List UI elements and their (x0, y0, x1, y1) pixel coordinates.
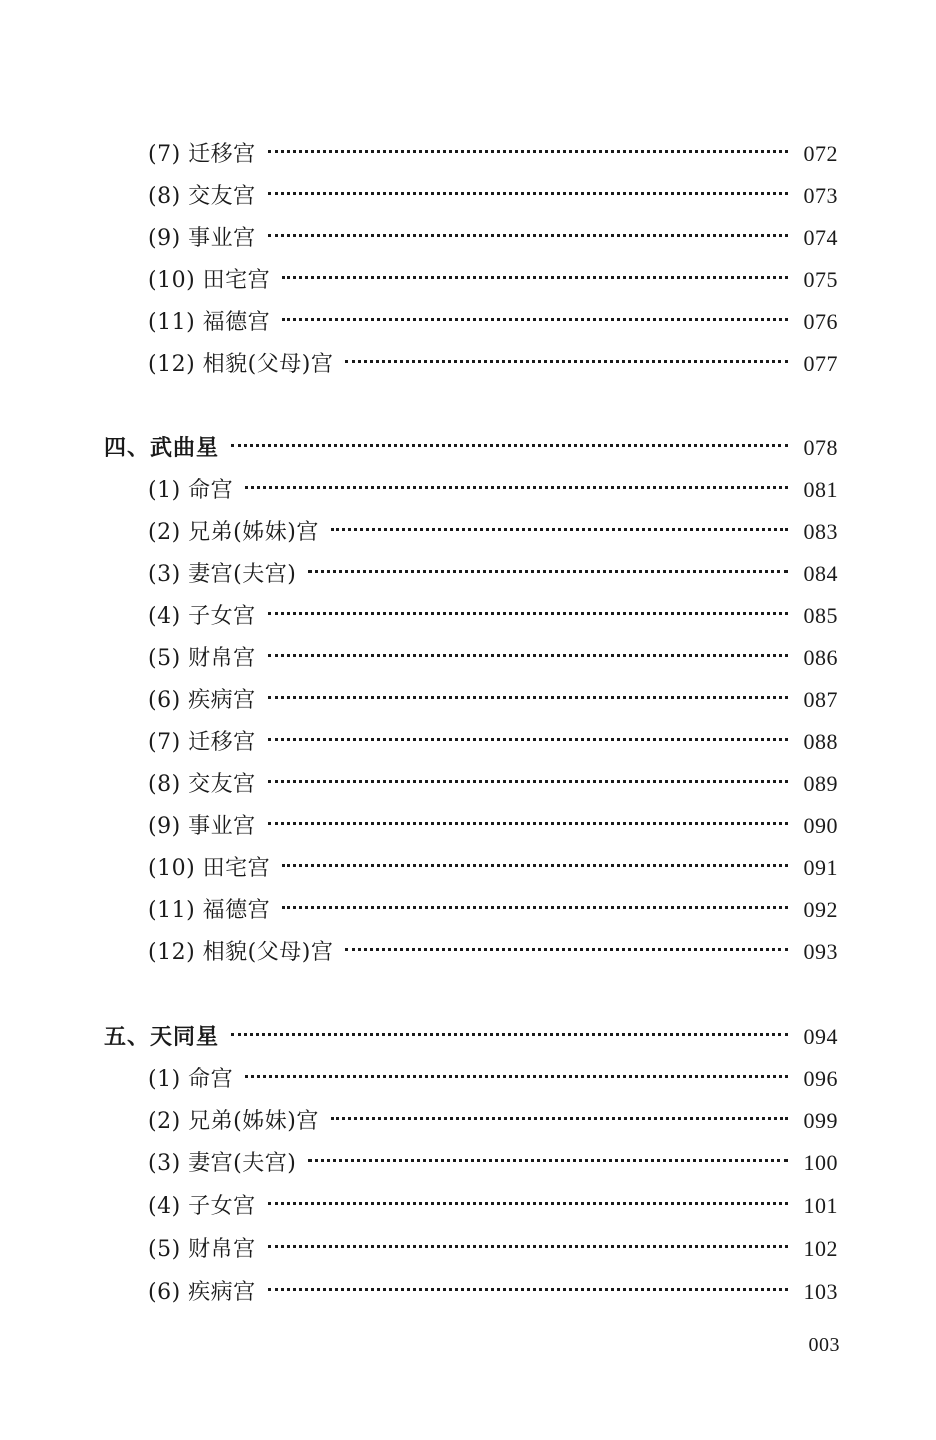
toc-entry (148, 764, 838, 804)
toc-entry-page: 075 (803, 267, 838, 292)
toc-section-page: 078 (803, 435, 838, 460)
toc-entry-page: 089 (803, 771, 838, 796)
toc-entry-page: 102 (803, 1236, 838, 1261)
dot-leader (268, 150, 788, 153)
toc-entry-page: 088 (803, 729, 838, 754)
toc-entry-label: (11) 福德宫 (148, 310, 271, 335)
dot-leader (268, 1245, 788, 1248)
toc-entry-label: (2) 兄弟(姊妹)宫 (148, 520, 319, 545)
dot-leader (345, 948, 788, 951)
page-number: 003 (808, 1334, 840, 1356)
toc-entry (148, 890, 838, 930)
toc-entry (148, 848, 838, 888)
toc-entry (148, 1101, 838, 1141)
toc-entry (148, 722, 838, 762)
toc-entry-page: 081 (803, 477, 838, 502)
toc-entry-page: 096 (803, 1066, 838, 1091)
toc-entry-page: 084 (803, 561, 838, 586)
toc-entry-page: 099 (803, 1108, 838, 1133)
toc-entry-label: (2) 兄弟(姊妹)宫 (148, 1109, 319, 1134)
toc-entry-page: 077 (803, 351, 838, 376)
toc-entry-label: (5) 财帛宫 (148, 1237, 256, 1262)
dot-leader (268, 612, 788, 615)
dot-leader (282, 906, 788, 909)
toc-entry-label: (10) 田宅宫 (148, 268, 271, 293)
dot-leader (308, 1159, 788, 1162)
toc-entry-label: (9) 事业宫 (148, 226, 256, 251)
dot-leader (282, 276, 788, 279)
toc-entry-label: (3) 妻宫(夫宫) (148, 562, 297, 587)
toc-entry-page: 074 (803, 225, 838, 250)
dot-leader (268, 234, 788, 237)
toc-entry (148, 680, 838, 720)
toc-entry-page: 076 (803, 309, 838, 334)
toc-entry-label: (8) 交友宫 (148, 184, 256, 209)
toc-entry-label: (3) 妻宫(夫宫) (148, 1151, 297, 1176)
toc-entry-page: 093 (803, 939, 838, 964)
toc-entry-label: (10) 田宅宫 (148, 856, 271, 881)
dot-leader (282, 864, 788, 867)
dot-leader (268, 654, 788, 657)
dot-leader (245, 1075, 788, 1078)
toc-entry-label: (6) 疾病宫 (148, 688, 256, 713)
toc-entry-page: 101 (803, 1193, 838, 1218)
toc-entry (148, 932, 838, 972)
toc-entry-page: 073 (803, 183, 838, 208)
dot-leader (331, 1117, 788, 1120)
toc-entry (148, 1272, 838, 1312)
toc-entry-label: (7) 迁移宫 (148, 730, 256, 755)
toc-entry (148, 344, 838, 384)
toc-entry-label: (1) 命宫 (148, 478, 234, 503)
toc-entry-label: (4) 子女宫 (148, 604, 256, 629)
dot-leader (268, 192, 788, 195)
toc-entry (148, 260, 838, 300)
toc-section-page: 094 (803, 1024, 838, 1049)
dot-leader (268, 780, 788, 783)
toc-entry-label: (9) 事业宫 (148, 814, 256, 839)
toc-section-heading (104, 428, 838, 468)
toc-entry-page: 086 (803, 645, 838, 670)
toc-entry-label: (12) 相貌(父母)宫 (148, 352, 334, 377)
toc-entry-label: (4) 子女宫 (148, 1194, 256, 1219)
dot-leader (308, 570, 788, 573)
toc-entry (148, 596, 838, 636)
dot-leader (231, 444, 788, 447)
toc-entry (148, 638, 838, 678)
dot-leader (268, 696, 788, 699)
toc-entry (148, 218, 838, 258)
toc-section-heading (104, 1017, 838, 1057)
toc-entry-page: 072 (803, 141, 838, 166)
toc-section-label: 四、武曲星 (104, 436, 220, 461)
toc-entry (148, 806, 838, 846)
toc-entry-page: 087 (803, 687, 838, 712)
dot-leader (268, 822, 788, 825)
toc-entry-page: 083 (803, 519, 838, 544)
dot-leader (231, 1033, 788, 1036)
dot-leader (268, 1288, 788, 1291)
toc-entry (148, 302, 838, 342)
toc-entry (148, 1186, 838, 1226)
dot-leader (268, 1202, 788, 1205)
dot-leader (282, 318, 788, 321)
toc-entry (148, 1229, 838, 1269)
dot-leader (268, 738, 788, 741)
toc-entry (148, 554, 838, 594)
toc-entry-page: 103 (803, 1279, 838, 1304)
toc-entry (148, 176, 838, 216)
toc-entry-page: 085 (803, 603, 838, 628)
toc-entry (148, 134, 838, 174)
dot-leader (331, 528, 788, 531)
dot-leader (345, 360, 788, 363)
toc-entry (148, 1143, 838, 1183)
toc-entry (148, 512, 838, 552)
toc-entry (148, 1059, 838, 1099)
dot-leader (245, 486, 788, 489)
toc-entry-label: (1) 命宫 (148, 1067, 234, 1092)
toc-entry-label: (7) 迁移宫 (148, 142, 256, 167)
toc-entry (148, 470, 838, 510)
toc-entry-label: (8) 交友宫 (148, 772, 256, 797)
toc-entry-page: 100 (803, 1150, 838, 1175)
toc-entry-label: (6) 疾病宫 (148, 1280, 256, 1305)
toc-entry-page: 092 (803, 897, 838, 922)
toc-entry-page: 091 (803, 855, 838, 880)
toc-entry-label: (11) 福德宫 (148, 898, 271, 923)
toc-section-label: 五、天同星 (104, 1025, 220, 1050)
toc-entry-page: 090 (803, 813, 838, 838)
toc-entry-label: (12) 相貌(父母)宫 (148, 940, 334, 965)
toc-entry-label: (5) 财帛宫 (148, 646, 256, 671)
